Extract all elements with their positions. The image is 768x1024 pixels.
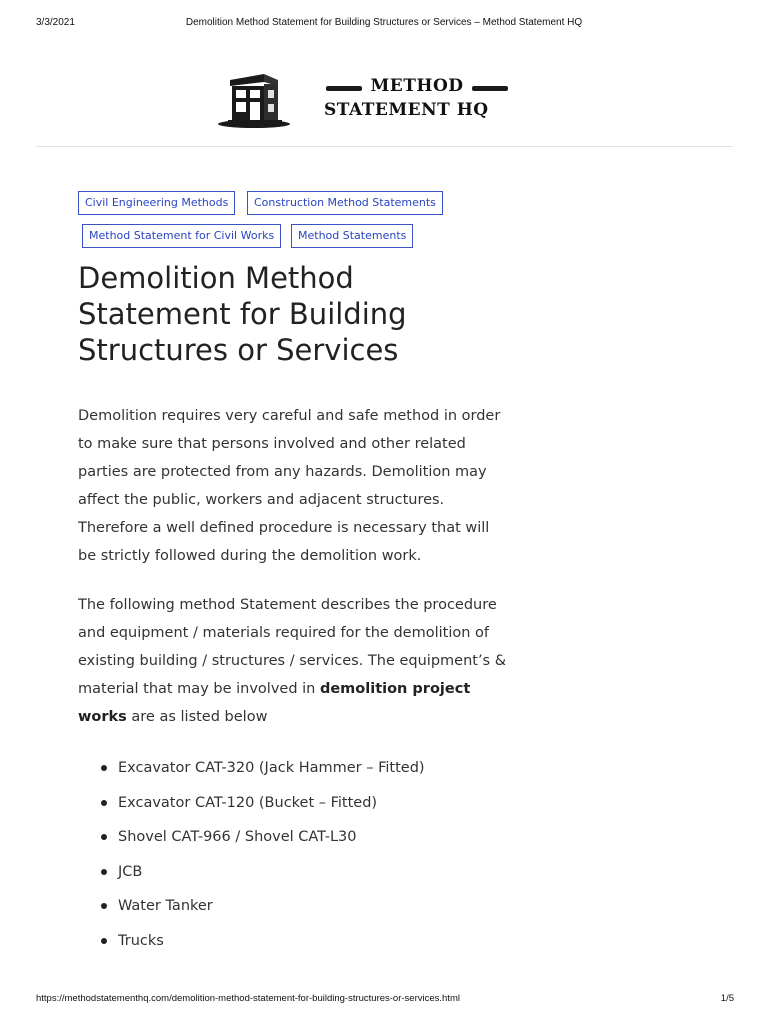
list-item: Water Tanker [98, 896, 498, 931]
print-date: 3/3/2021 [36, 17, 75, 28]
list-item: Trucks [98, 931, 498, 966]
equipment-list [98, 758, 498, 966]
print-url: https://methodstatementhq.com/demolition-method-statement-for-building-structures-or-services.html [36, 993, 460, 1004]
print-footer [0, 993, 768, 1007]
header-divider [36, 146, 733, 147]
list-item: Shovel CAT-966 / Shovel CAT-L30 [98, 827, 498, 862]
logo-text-line1: METHOD [370, 76, 464, 96]
article-paragraph-2 [78, 591, 508, 731]
paragraph-text: The following method Statement describes the procedure and equipment / materials required for the demolition of existing building / structures / services. The equipment’s & material that may be involved in [78, 597, 507, 697]
logo-text-line2: STATEMENT HQ [324, 100, 489, 120]
article-paragraph-1: Demolition requires very careful and safe method in order to make sure that persons involved and other related parties are protected from any hazards. Demolition may affect the public, workers and adjacent structures. Therefore a well defined procedure is necessary that will be strictly followed during the demolition work. [78, 408, 501, 564]
print-header [0, 17, 768, 31]
paragraph-bold-text: demolition project works [78, 681, 471, 725]
category-tag[interactable]: Method Statements [291, 224, 413, 248]
site-logo[interactable] [216, 68, 516, 130]
paragraph-text: are as listed below [126, 709, 268, 725]
list-item: Excavator CAT-120 (Bucket – Fitted) [98, 793, 498, 828]
article-title: Demolition Method Statement for Building Structures or Services [78, 261, 407, 367]
list-item: JCB [98, 862, 498, 897]
building-icon [216, 68, 292, 130]
category-tag[interactable]: Method Statement for Civil Works [82, 224, 281, 248]
logo-wordmark [324, 72, 514, 128]
list-item: Excavator CAT-320 (Jack Hammer – Fitted) [98, 758, 498, 793]
logo-bar-right [472, 86, 508, 91]
category-tag[interactable]: Civil Engineering Methods [78, 191, 235, 215]
print-page-title: Demolition Method Statement for Building Structures or Services – Method Statement HQ [185, 17, 583, 28]
logo-bar-left [326, 86, 362, 91]
category-tag[interactable]: Construction Method Statements [247, 191, 443, 215]
page-number: 1/5 [720, 993, 734, 1004]
